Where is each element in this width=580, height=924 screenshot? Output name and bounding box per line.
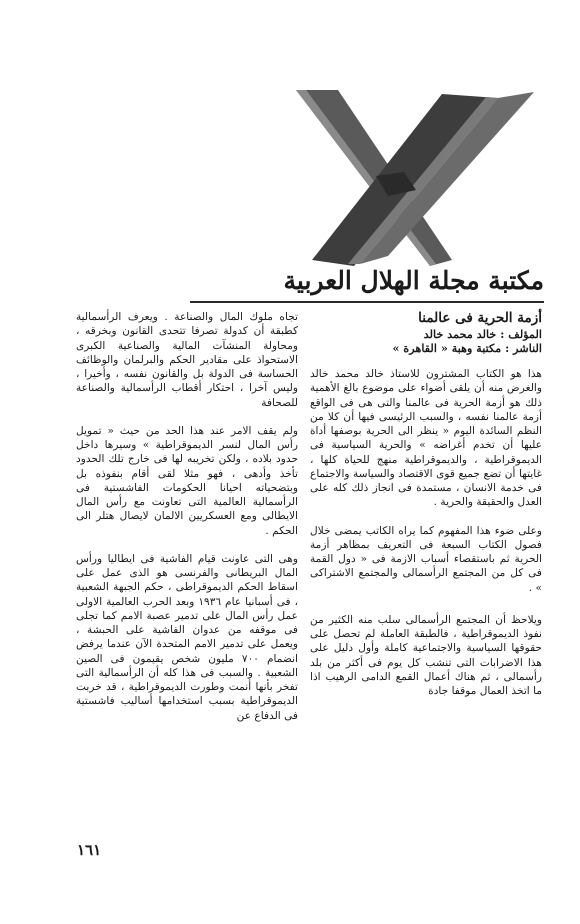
book-stand-illustration bbox=[276, 88, 538, 270]
title-divider bbox=[190, 301, 544, 303]
book-title: أزمة الحرية فى عالمنا bbox=[418, 310, 542, 326]
book-publisher: الناشر : مكتبة وهبة « القاهرة » bbox=[392, 341, 542, 355]
paragraph: ولم يقف الامر عند هذا الحد من حيث « تمويل رأس المال لنسر الديموقراطية » وسيرها داخل حدود بلاده ، ولكن تخريبه لها فى خارج تلك الحدود تأخذ وأدهى ، فهو مثلا لقى أقام بنفوذه بل وبتضحياته احيانا الحكومات الفاشستية فى الرأسمالية العالمية التى تعاونت مع رأس المال الايطالى ومع العسكريين الالمان لايصال هتلر الى الحكم . bbox=[76, 424, 298, 537]
book-author: المؤلف : خالد محمد خالد bbox=[423, 327, 542, 341]
page-number: ١٦١ bbox=[77, 841, 102, 859]
paragraph: هذا هو الكتاب المشترون للاستاذ خالد محمد خالد والغرض منه أن يلقى أضواء على موضوع بالغ الأهمية ذلك هو أزمة الحرية فى عالمنا والتى هى فى الواقع أزمة عالمنا نفسه ، والسبب الرئيسى فيها أن كلا من النظم السائدة اليوم « ينظر الى الحرية بوصفها أداة عليها أن تخدم أغراضه » والحرية السياسية فى الديموقراطية ، والديموقراطية منهج للحياة كلها ، غايتها أن تضع جميع قوى الاقتصاد والسياسة والاجتماع فى خدمة الانسان ، مستمدة فى انجاز ذلك كله على العدل والحقيقة والحرية . bbox=[310, 368, 542, 509]
paragraph: وهى التى عاونت قيام الفاشية فى ايطاليا ورأس المال البريطانى والفرنسى هو الذى عمل على اسقاط الحكم الديموقراطى ، حكم الجبهة الشعبية ، فى أسبانيا عام ١٩٣٦ وبعد الحرب العالمية الاولى عمل رأس المال على تدمير عصبة الامم كما تجلى فى موقفه من عدوان الفاشية على الحبشة ، ويعمل على تدمير الامم المتحدة الآن عندما يرفض انضمام ٧٠٠ مليون شخص يقيمون فى الصين الشعبية . والسبب فى هذا كله أن الرأسمالية التى تفخر بأنها أنمت وطورت الديموقراطية ، قد خربت الديموقراطية بسبب استخدامها أساليب فاشستية فى الدفاع عن bbox=[76, 552, 298, 722]
paragraph: ويلاحظ أن المجتمع الرأسمالى سلب منه الكثير من نفوذ الديموقراطية ، فالطبقة العاملة لم تحصل على حقوقها السياسية والاجتماعية كاملة وأول دليل على هذا الاضرابات التى تنشب كل يوم فى أكثر من بلد رأسمالى ، ثم هناك أعمال القمع الدامى الرهيب اذا ما اتخذ العمال موقفا جادة bbox=[310, 613, 542, 697]
article-column-right bbox=[310, 310, 542, 698]
paragraph: تجاه ملوك المال والصناعة . ويعرف الرأسمالية كطبقة أن كدولة تصرفا تتحدى القانون وبخرقه ، ومحاولة المنشآت المالية والصناعية الكبرى الاستحواذ على مقادير الحكم والبرلمان والوظائف الحساسة فى الدولة بل والقانون نفسه ، وأخيرا ، وليس آخرا ، احتكار أقطاب الرأسمالية والصناعة للصحافة bbox=[76, 311, 298, 409]
section-title: مكتبة مجلة الهلال العربية bbox=[283, 266, 544, 295]
paragraph: وعلى ضوء هذا المفهوم كما يراه الكاتب يمضى خلال فصول الكتاب السبعة فى التعريف بمظاهر أزمة الحرية ثم باستقصاء أسباب الازمة فى « دول القمة فى كل من المجتمع الرأسمالى والمجتمع الاشتراكى » . bbox=[310, 524, 542, 594]
article-column-left bbox=[76, 310, 298, 723]
